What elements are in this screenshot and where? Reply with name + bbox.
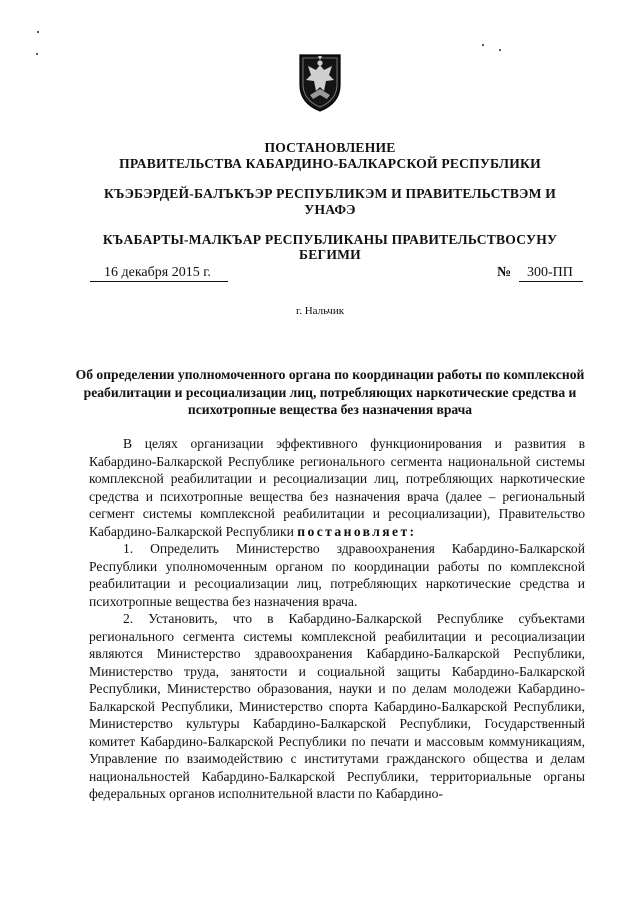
- preamble-paragraph: [89, 435, 585, 540]
- header-kabardian-line1: КЪЭБЭРДЕЙ-БАЛЪКЪЭР РЕСПУБЛИКЭМ И ПРАВИТЕЛЬСТВЭМ И: [103, 186, 557, 201]
- number-sign: №: [497, 265, 512, 280]
- preamble-text: В целях организации эффективного функционирования и развития в Кабардино-Балкарской Республике регионального сегмента национальной системы комплексной реабилитации и ресоциализации лиц, потребляющих наркотические средства и психотропные вещества без назначения врача (далее – региональный сегмент системы комплексной реабилитации и ресоциализации), Правительство Кабардино-Балкарской Республики: [89, 436, 585, 539]
- header-government: ПРАВИТЕЛЬСТВА КАБАРДИНО-БАЛКАРСКОЙ РЕСПУБЛИКИ: [119, 156, 541, 171]
- scan-speck: [37, 31, 39, 33]
- scan-speck: [499, 49, 501, 51]
- decree-word: постановляет:: [297, 523, 417, 539]
- coat-of-arms-emblem: [296, 51, 344, 113]
- document-number: 300-ПП: [519, 264, 583, 282]
- document-date: 16 декабря 2015 г.: [90, 264, 228, 282]
- document-title: Об определении уполномоченного органа по координации работы по комплексной реабилитации и ресоциализации лиц, потребляющих наркотические средства и психотропные вещества без назначения врача: [75, 367, 585, 417]
- city-label: г. Нальчик: [295, 305, 345, 317]
- paragraph-1: 1. Определить Министерство здравоохранения Кабардино-Балкарской Республики уполномоченным органом по координации работы по комплексной реабилитации и ресоциализации лиц, потребляющих наркотические средства и психотропные вещества без назначения врача.: [89, 541, 585, 609]
- header-kabardian-line2: УНАФЭ: [304, 202, 356, 217]
- header-balkar-line1: КЪАБАРТЫ-МАЛКЪАР РЕСПУБЛИКАНЫ ПРАВИТЕЛЬСТВОСУНУ: [102, 232, 558, 247]
- scan-speck: [36, 53, 38, 55]
- header-balkar-line2: БЕГИМИ: [299, 247, 361, 262]
- scan-speck: [482, 44, 484, 46]
- header-title: ПОСТАНОВЛЕНИЕ: [264, 140, 396, 155]
- paragraph-2: 2. Установить, что в Кабардино-Балкарской Республике субъектами регионального сегмента системы комплексной реабилитации и ресоциализации являются Министерство здравоохранения Кабардино-Балкарской Республики, Министерство труда, занятости и социальной защиты Кабардино-Балкарской Республики, Министерство образования, науки и по делам молодежи Кабардино-Балкарской Республики, Министерство спорта Кабардино-Балкарской Республики, Министерство культуры Кабардино-Балкарской Республики, Государственный комитет Кабардино-Балкарской Республики по печати и массовым коммуникациям, Управление по взаимодействию с институтами гражданского общества и делам национальностей Кабардино-Балкарской Республики, территориальные органы федеральных органов исполнительной власти по Кабардино-: [89, 611, 585, 801]
- document-body: [89, 435, 585, 803]
